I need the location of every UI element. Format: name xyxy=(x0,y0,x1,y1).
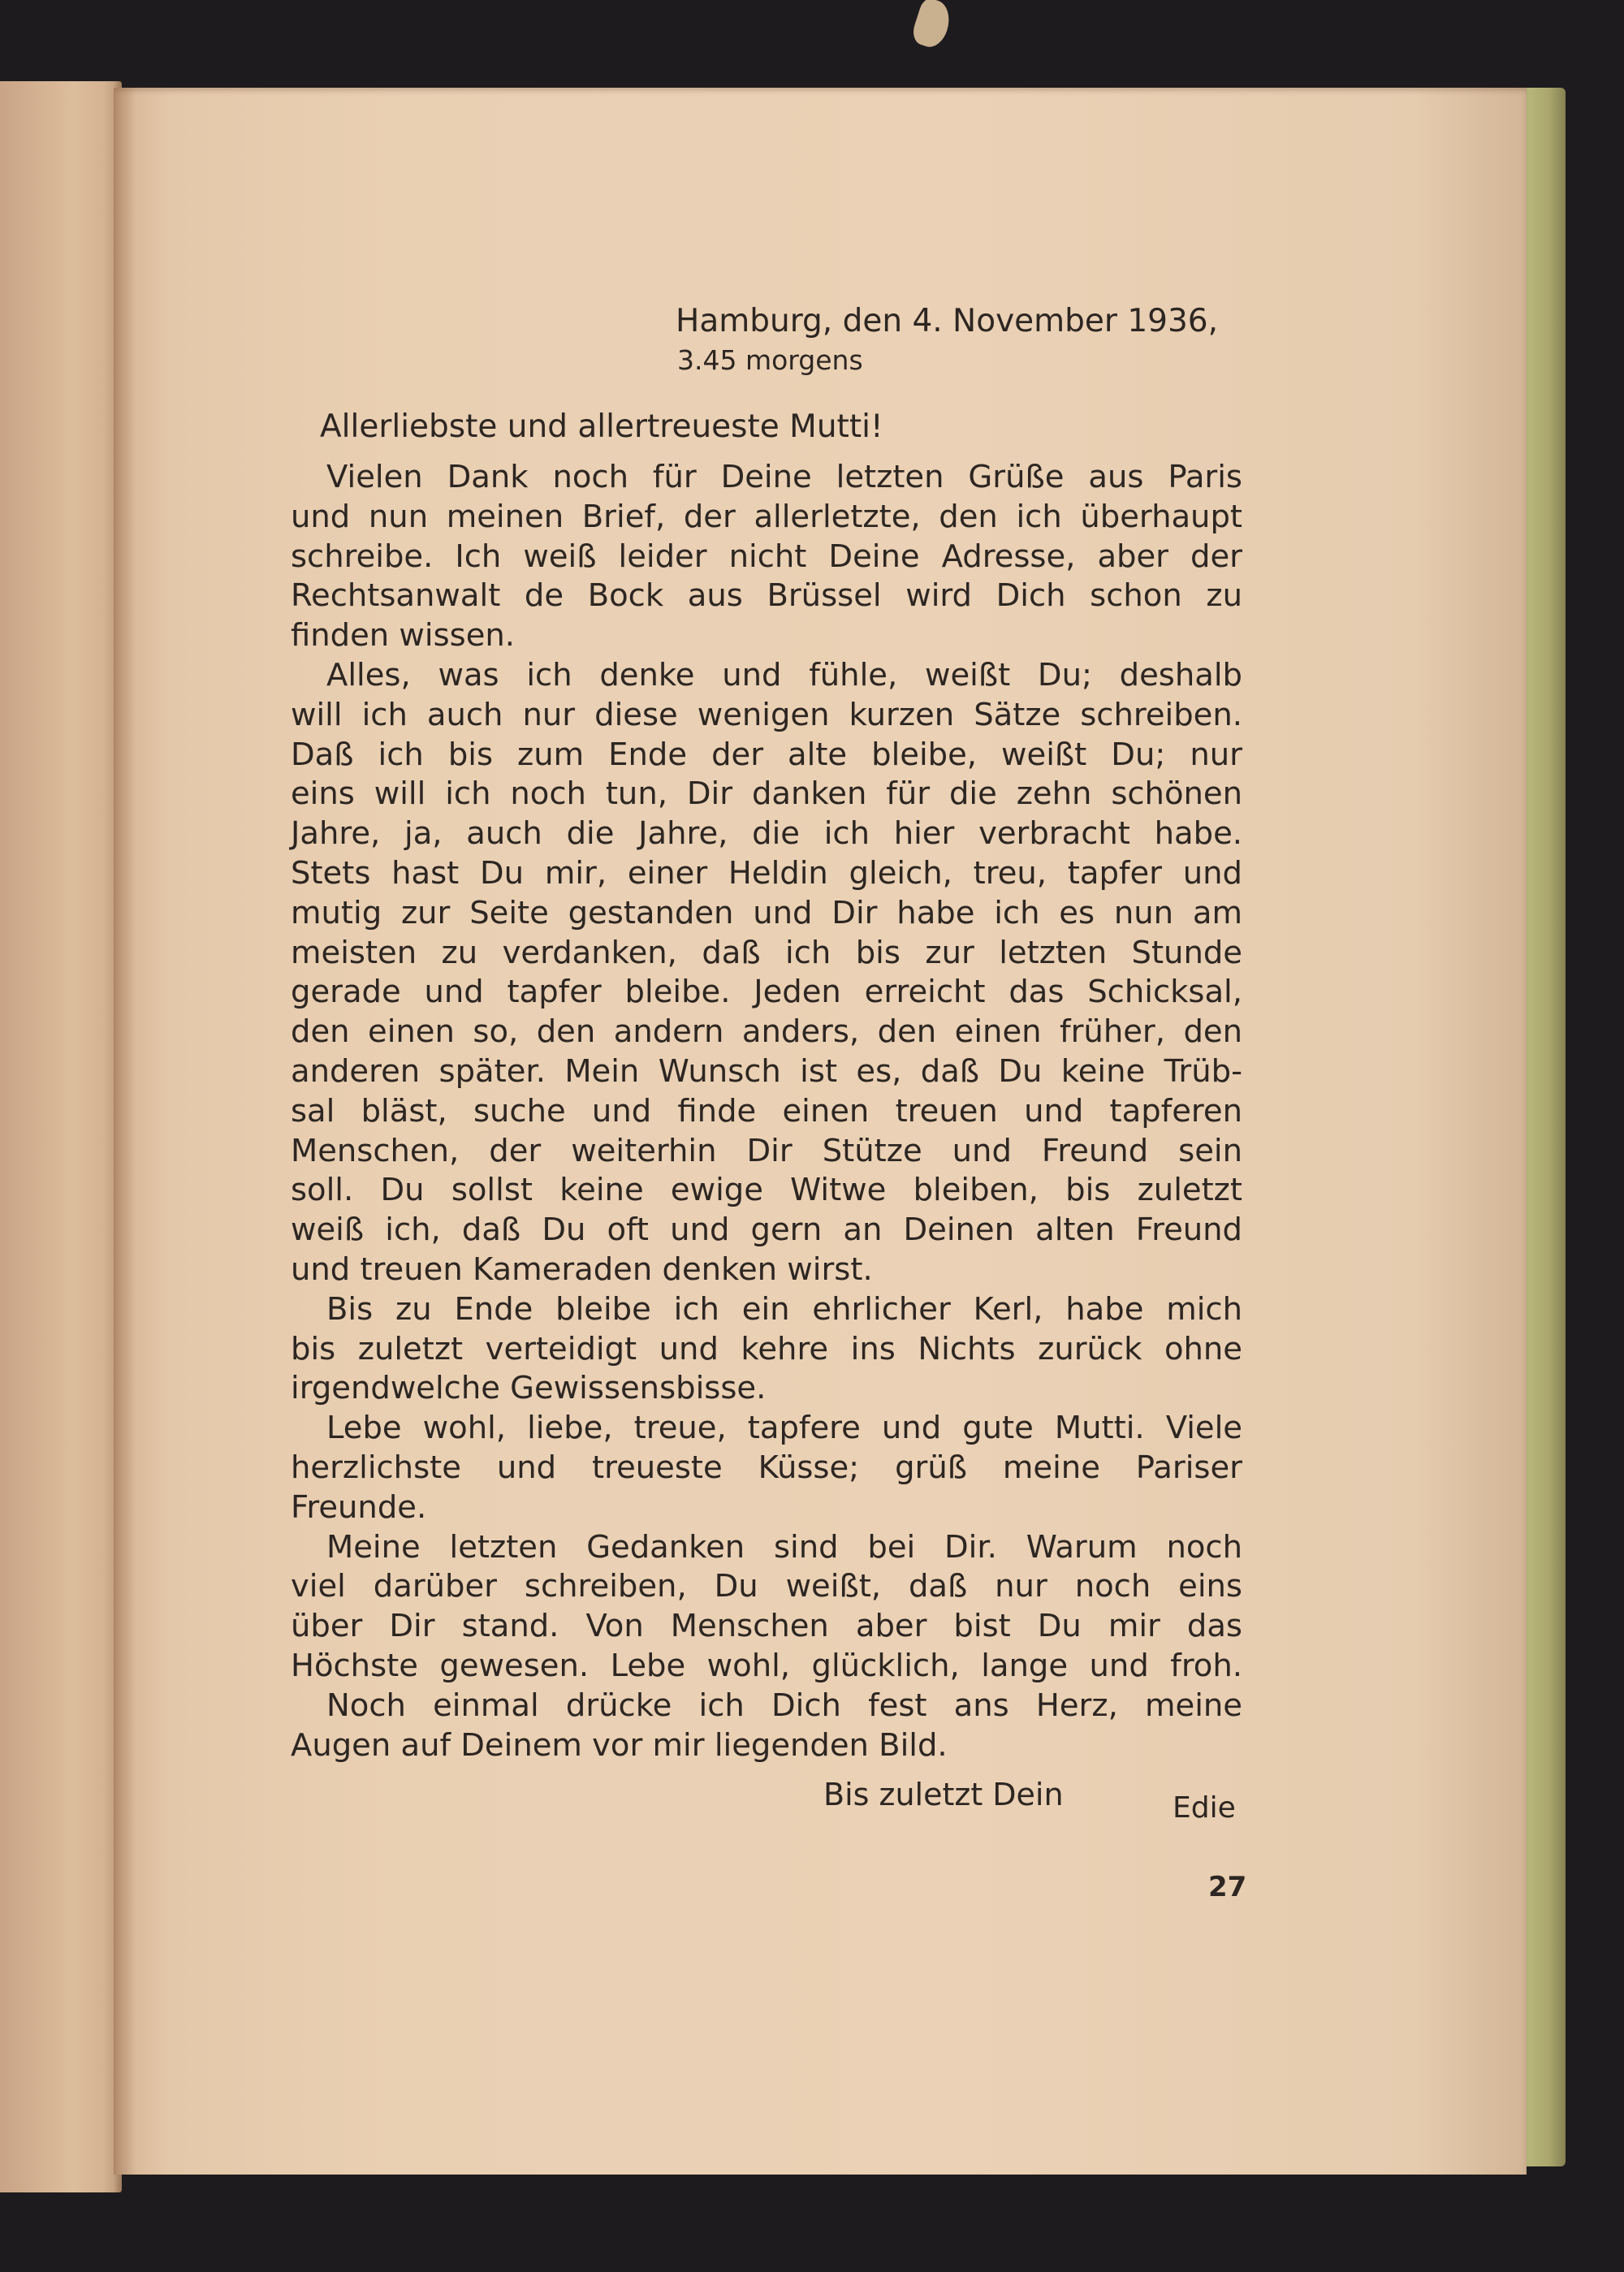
letter-line: meisten zu verdanken, daß ich bis zur letzten Stunde xyxy=(291,934,1242,971)
page-gutter-shadow xyxy=(114,88,136,2175)
letter-line: den einen so, den andern anders, den einen früher, den xyxy=(291,1013,1242,1051)
letter-line: über Dir stand. Von Menschen aber bist Du mir das xyxy=(291,1608,1242,1645)
letter-line: Noch einmal drücke ich Dich fest ans Herz, meine xyxy=(326,1687,1242,1724)
letter-line: sal bläst, suche und finde einen treuen und tapferen xyxy=(291,1092,1242,1130)
letter-line: gerade und tapfer bleibe. Jeden erreicht das Schicksal, xyxy=(291,974,1242,1011)
letter-line: Augen auf Deinem vor mir liegenden Bild. xyxy=(291,1726,948,1764)
letter-line: bis zuletzt verteidigt und kehre ins Nichts zurück ohne xyxy=(291,1330,1242,1367)
letter-line: Bis zu Ende bleibe ich ein ehrlicher Kerl, habe mich xyxy=(326,1290,1242,1328)
letter-line: schreibe. Ich weiß leider nicht Deine Adresse, aber der xyxy=(291,538,1242,575)
letter-salutation: Allerliebste und allertreueste Mutti! xyxy=(320,408,883,445)
letter-line: will ich auch nur diese wenigen kurzen Sätze schreiben. xyxy=(291,696,1242,733)
letter-line: soll. Du sollst keine ewige Witwe bleiben, bis zuletzt xyxy=(291,1172,1242,1209)
letter-line: mutig zur Seite gestanden und Dir habe ich es nun am xyxy=(291,894,1242,931)
letter-body xyxy=(291,458,1242,1765)
letter-signature: Edie xyxy=(1173,1791,1236,1825)
letter-line: weiß ich, daß Du oft und gern an Deinen alten Freund xyxy=(291,1212,1242,1249)
letter-line: herzlichste und treueste Küsse; grüß meine Pariser xyxy=(291,1449,1242,1486)
letter-line: Stets hast Du mir, einer Heldin gleich, treu, tapfer und xyxy=(291,854,1242,892)
previous-page-edge xyxy=(0,81,122,2192)
letter-line: viel darüber schreiben, Du weißt, daß nur noch eins xyxy=(291,1568,1242,1605)
letter-line: Jahre, ja, auch die Jahre, die ich hier verbracht habe. xyxy=(291,815,1242,853)
letter-line: irgendwelche Gewissensbisse. xyxy=(291,1370,767,1407)
letter-line: Lebe wohl, liebe, treue, tapfere und gute Mutti. Viele xyxy=(326,1410,1242,1447)
letter-line: Meine letzten Gedanken sind bei Dir. Warum noch xyxy=(326,1528,1242,1566)
letter-line: und nun meinen Brief, der allerletzte, den ich überhaupt xyxy=(291,498,1242,535)
letter-line: und treuen Kameraden denken wirst. xyxy=(291,1250,873,1288)
letter-line: eins will ich noch tun, Dir danken für die zehn schönen xyxy=(291,775,1242,813)
letter-line: Vielen Dank noch für Deine letzten Grüße aus Paris xyxy=(326,459,1242,495)
torn-paper-scrap xyxy=(909,0,955,51)
letter-place-date: Hamburg, den 4. November 1936, xyxy=(676,303,1218,339)
letter-line: Freunde. xyxy=(291,1488,427,1526)
letter-line: Höchste gewesen. Lebe wohl, glücklich, lange und froh. xyxy=(291,1647,1242,1684)
letter-line: Rechtsanwalt de Bock aus Brüssel wird Dich schon zu xyxy=(291,577,1242,615)
letter-closing: Bis zuletzt Dein xyxy=(823,1777,1064,1812)
letter-line: finden wissen. xyxy=(291,617,516,654)
letter-time: 3.45 morgens xyxy=(677,344,863,376)
letter-line: Alles, was ich denke und fühle, weißt Du; deshalb xyxy=(326,656,1242,693)
letter-line: Menschen, der weiterhin Dir Stütze und Freund sein xyxy=(291,1132,1242,1169)
page-number: 27 xyxy=(1208,1871,1247,1903)
letter-line: anderen später. Mein Wunsch ist es, daß Du keine Trüb- xyxy=(291,1052,1242,1090)
letter-line: Daß ich bis zum Ende der alte bleibe, weißt Du; nur xyxy=(291,736,1242,773)
